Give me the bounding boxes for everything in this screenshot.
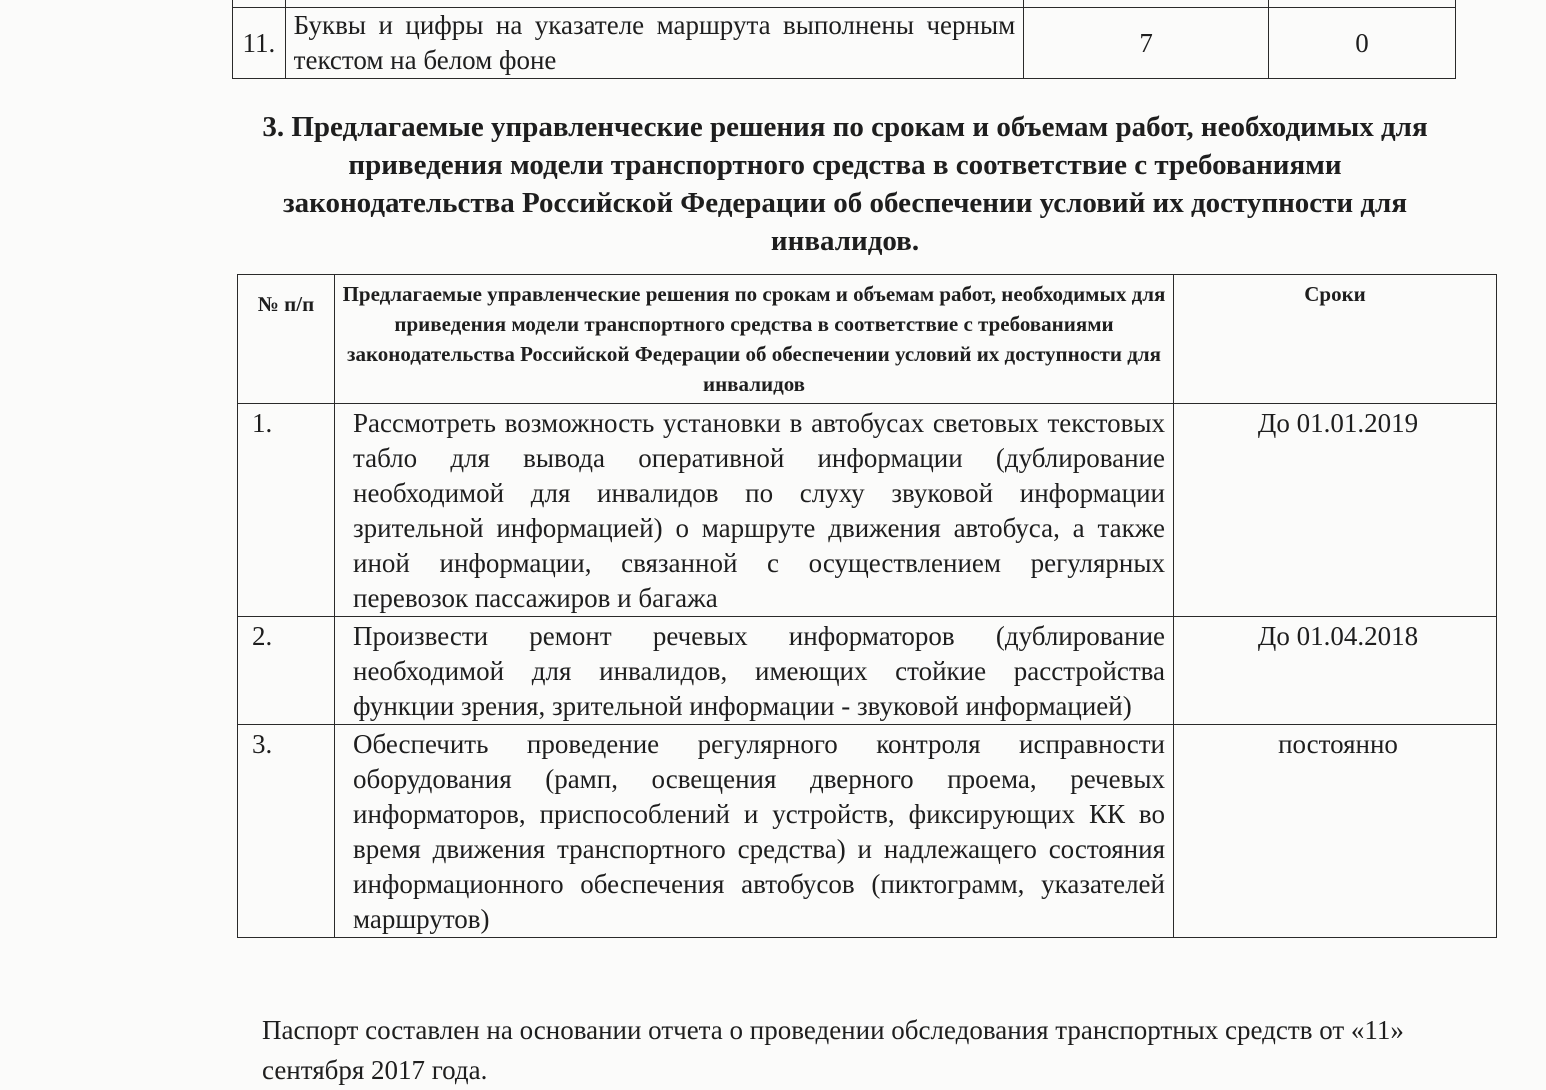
- table-row: [238, 404, 1497, 617]
- criteria-table: [232, 0, 1456, 79]
- row-text: Обеспечить проведение регулярного контроля исправности оборудования (рамп, освещения дверного проема, речевых информаторов, приспособлений и устройств, фиксирующих КК во время движения транспортного средства) и надлежащего состояния информационного обеспечения автобусов (пиктограмм, указателей маршрутов): [335, 725, 1174, 938]
- row-value-1: 7: [1024, 8, 1269, 79]
- table-row: [233, 8, 1456, 79]
- table-row: [238, 617, 1497, 725]
- table-row-cut: [233, 0, 1456, 8]
- row-term: До 01.01.2019: [1174, 404, 1497, 617]
- row-term: постоянно: [1174, 725, 1497, 938]
- row-value-2: 0: [1269, 8, 1456, 79]
- row-number: 11.: [233, 8, 286, 79]
- footer-note: Паспорт составлен на основании отчета о проведении обследования транспортных средств от «11» сентября 2017 года.: [262, 1015, 1404, 1085]
- header-decision: Предлагаемые управленческие решения по срокам и объемам работ, необходимых для приведения модели транспортного средства в соответствие с требованиями законодательства Российской Федерации об обеспечении условий их доступности для инвалидов: [335, 275, 1174, 404]
- row-number: 1.: [238, 404, 335, 617]
- decisions-table: [237, 274, 1497, 938]
- table-row: [238, 725, 1497, 938]
- table-header-row: [238, 275, 1497, 404]
- section-title: 3. Предлагаемые управленческие решения по срокам и объемам работ, необходимых для приведения модели транспортного средства в соответствие с требованиями законодательства Российской Федерации об обеспечении условий их доступности для инвалидов.: [262, 111, 1428, 257]
- row-number: 3.: [238, 725, 335, 938]
- header-number: № п/п: [238, 275, 335, 404]
- row-text: Произвести ремонт речевых информаторов (дублирование необходимой для инвалидов, имеющих стойкие расстройства функции зрения, зрительной информации - звуковой информацией): [335, 617, 1174, 725]
- row-text: Буквы и цифры на указателе маршрута выполнены черным текстом на белом фоне: [285, 8, 1024, 79]
- header-term: Сроки: [1174, 275, 1497, 404]
- row-number: 2.: [238, 617, 335, 725]
- row-term: До 01.04.2018: [1174, 617, 1497, 725]
- row-text: Рассмотреть возможность установки в автобусах световых текстовых табло для вывода оперативной информации (дублирование необходимой для инвалидов по слуху звуковой информации зрительной информацией) о маршруте движения автобуса, а также иной информации, связанной с осуществлением регулярных перевозок пассажиров и багажа: [335, 404, 1174, 617]
